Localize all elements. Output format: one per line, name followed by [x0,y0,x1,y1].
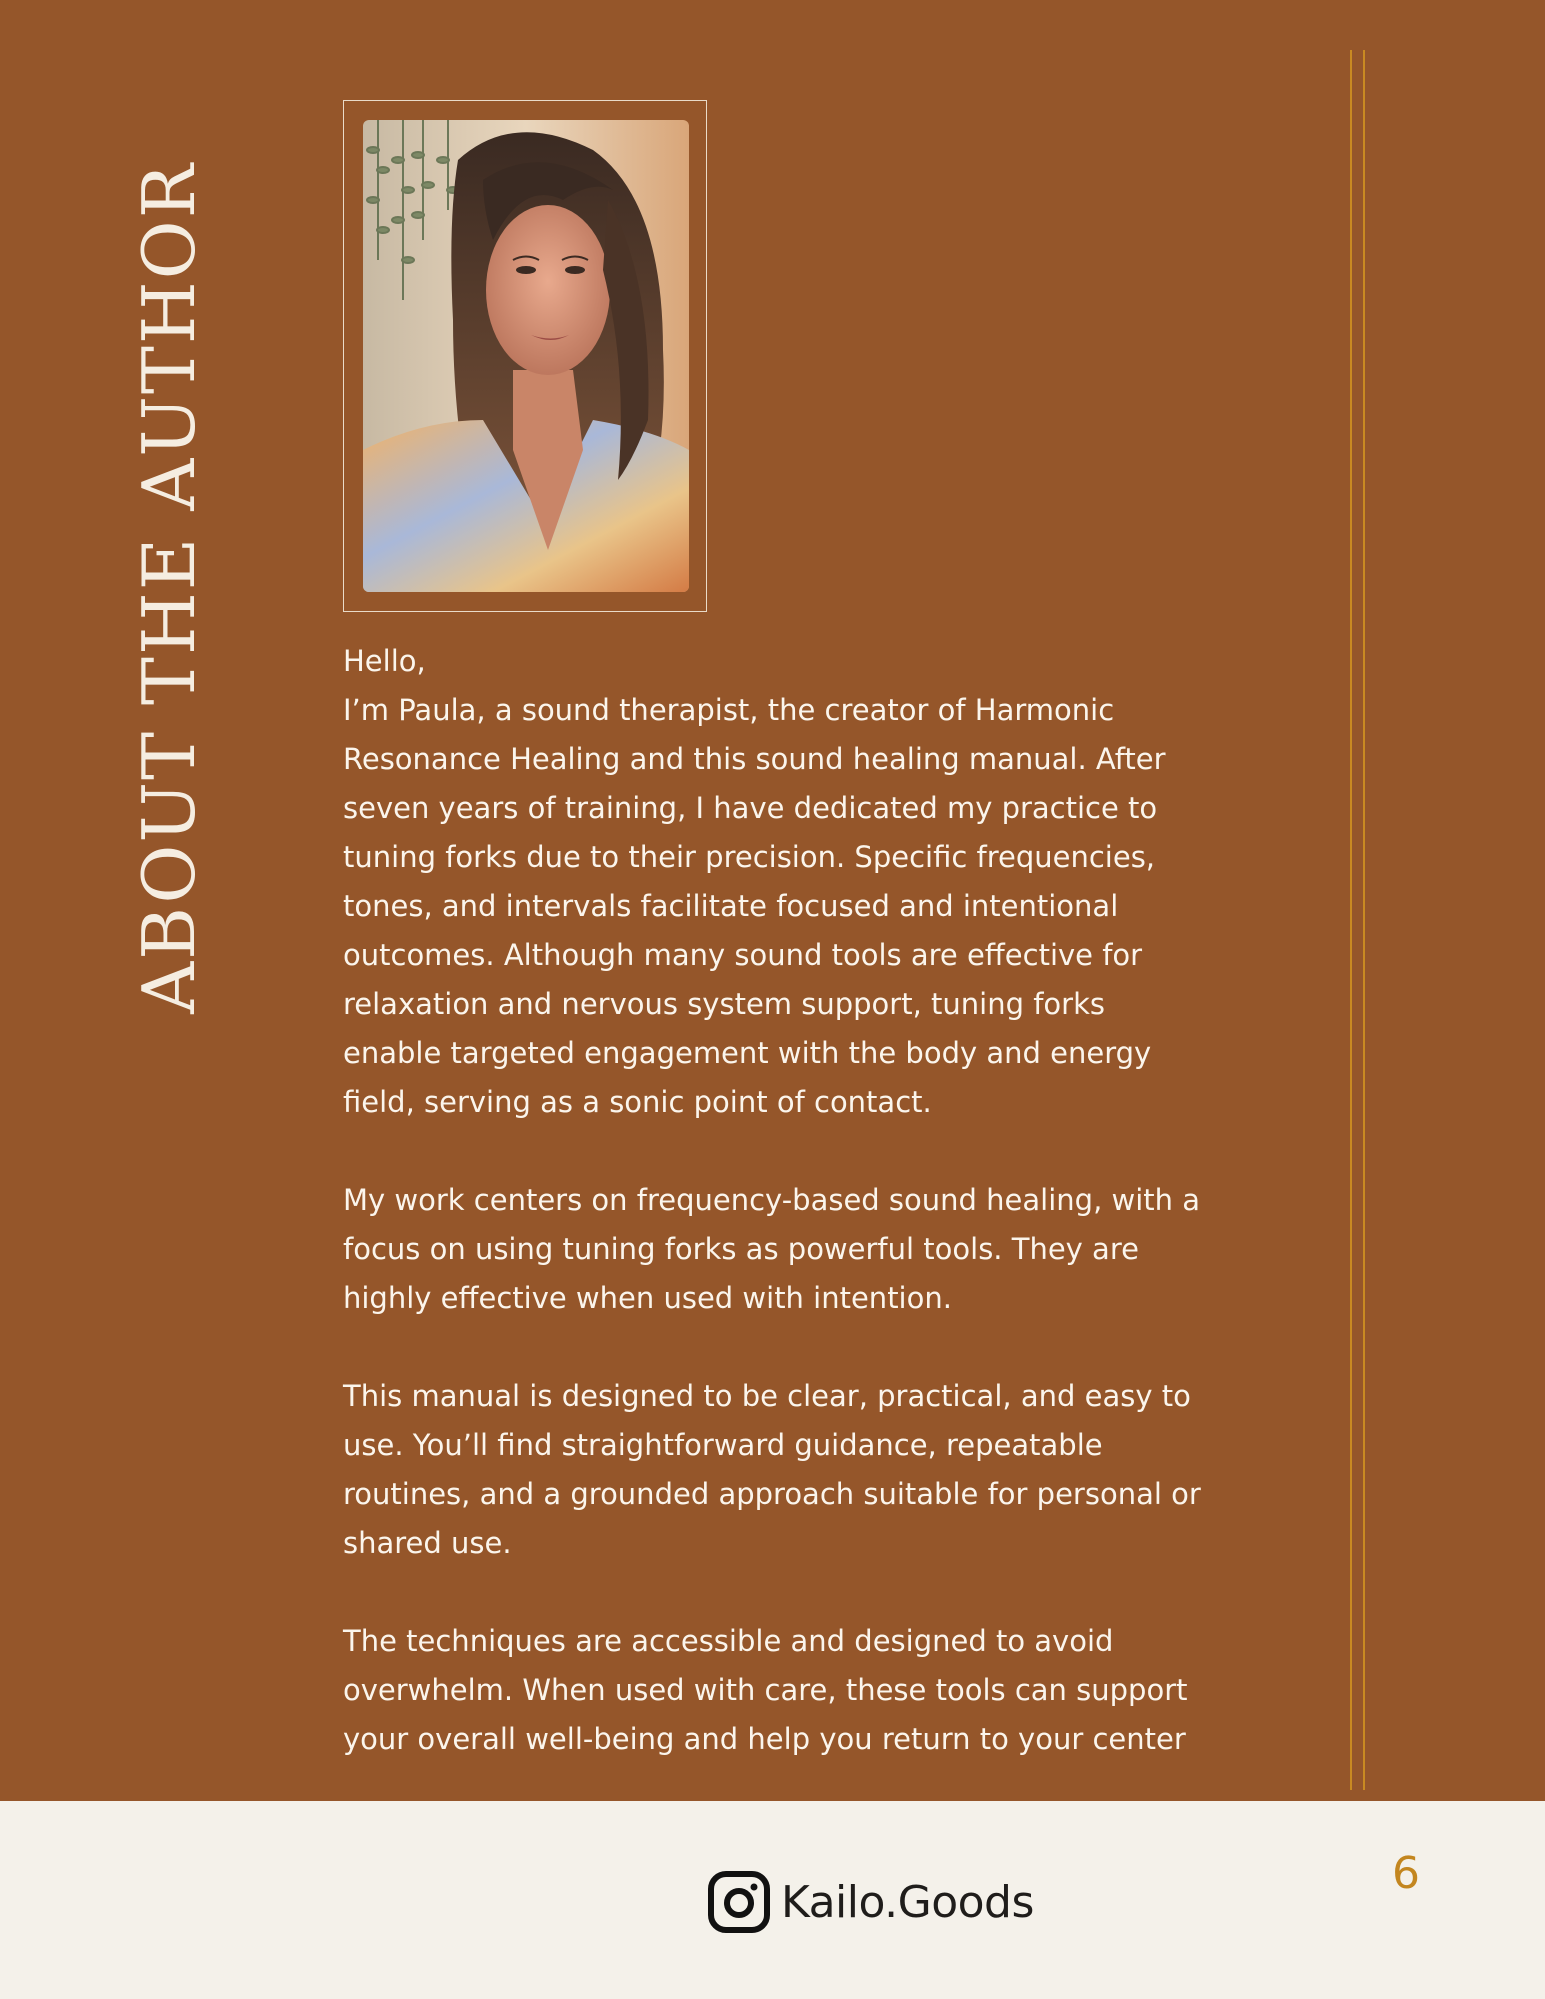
bio-paragraph-3 [343,1372,1223,1568]
text-line: tuning forks due to their precision. Specific frequencies, [343,840,1156,874]
text-line: enable targeted engagement with the body and energy [343,1036,1152,1070]
text-line: Hello, [343,644,426,678]
text-line: Resonance Healing and this sound healing manual. After [343,742,1166,776]
text-line: relaxation and nervous system support, tuning forks [343,987,1106,1021]
author-bio [343,637,1223,1764]
text-line: I’m Paula, a sound therapist, the creator of Harmonic [343,693,1115,727]
text-line: routines, and a grounded approach suitable for personal or [343,1477,1201,1511]
text-line: This manual is designed to be clear, practical, and easy to [343,1379,1191,1413]
bio-paragraph-4 [343,1617,1223,1764]
text-line: your overall well-being and help you return to your center [343,1722,1186,1756]
text-line: outcomes. Although many sound tools are effective for [343,938,1143,972]
section-title: ABOUT THE AUTHOR [127,162,211,1014]
text-line: My work centers on frequency-based sound healing, with a [343,1183,1201,1217]
instagram-link[interactable] [707,1870,1034,1934]
text-line: seven years of training, I have dedicated my practice to [343,791,1158,825]
author-portrait-image [363,120,689,592]
text-line: use. You’ll find straightforward guidance, repeatable [343,1428,1103,1462]
bio-paragraph-2 [343,1176,1223,1323]
instagram-icon [707,1870,771,1934]
text-line: overwhelm. When used with care, these tools can support [343,1673,1188,1707]
text-line: field, serving as a sonic point of contact. [343,1085,932,1119]
text-line: highly effective when used with intention. [343,1281,952,1315]
author-photo-frame [343,100,707,612]
decorative-line-right [1363,50,1365,1790]
page-number: 6 [1392,1848,1420,1899]
text-line: shared use. [343,1526,512,1560]
decorative-line-left [1350,50,1352,1790]
instagram-handle[interactable]: Kailo.Goods [781,1876,1034,1928]
text-line: The techniques are accessible and designed to avoid [343,1624,1114,1658]
text-line: focus on using tuning forks as powerful tools. They are [343,1232,1139,1266]
author-photo [363,120,689,592]
bio-paragraph-1 [343,637,1223,1127]
text-line: tones, and intervals facilitate focused and intentional [343,889,1119,923]
